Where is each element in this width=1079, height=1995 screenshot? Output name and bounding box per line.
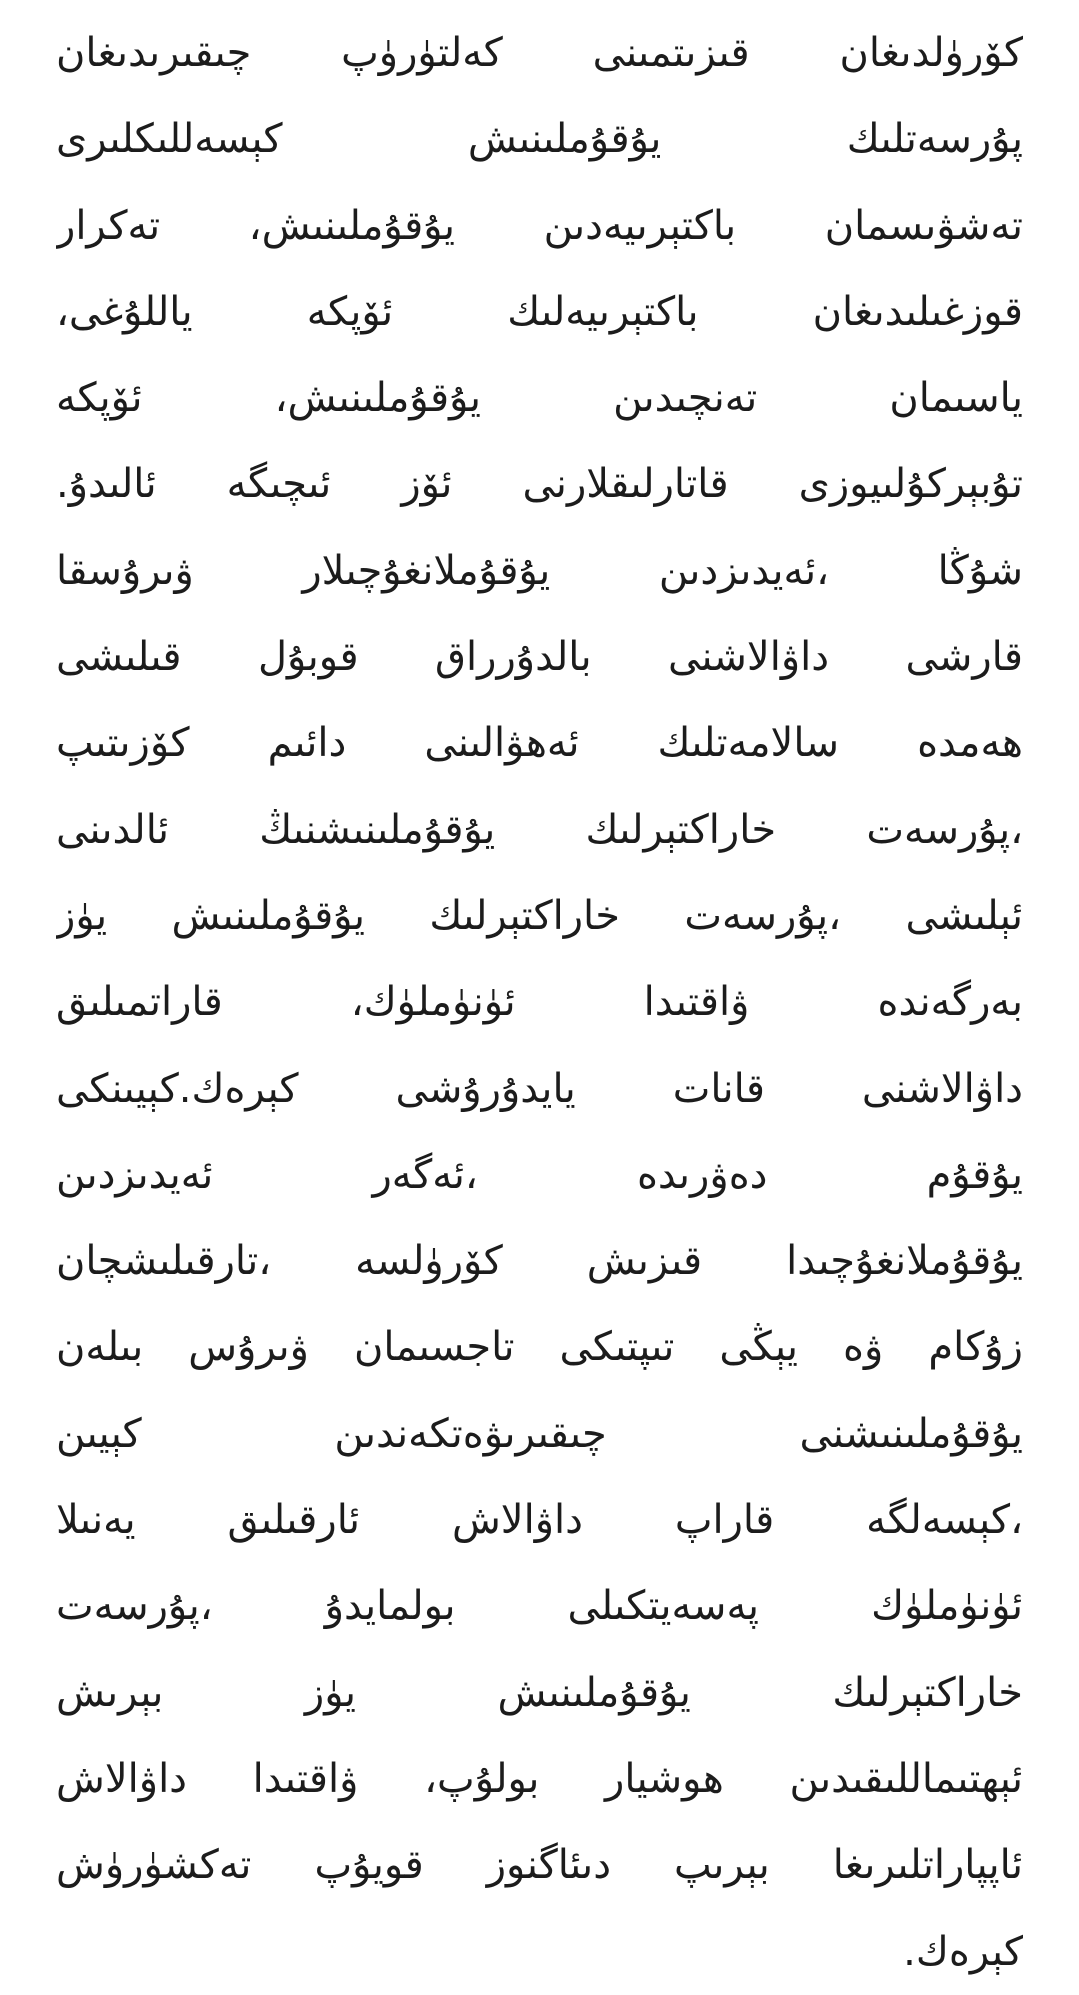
text-line-19: ئۈنۈملۈك پەسەيتكىلى بولمايدۇ ،پۇرسەت [56, 1583, 1023, 1630]
text-line-16: زۇكام ۋە يېڭى تىپتىكى تاجسىمان ۋىرۇس بىلەن [56, 1324, 1023, 1371]
text-line-3: تەشۋىسمان باكتېرىيەدىن يۇقۇملىنىش، تەكرار [56, 202, 1023, 249]
text-line-9: ھەمدە سالامەتلىك ئەھۋالىنى دائىم كۆزىتىپ [56, 720, 1023, 767]
text-line-15: يۇقۇملانغۇچىدا قىزىش كۆرۈلسە ،تارقىلىشچان [56, 1238, 1023, 1285]
text-line-22: ئاپپاراتلىرىغا بېرىپ دىئاگنوز قويۇپ تەكشۈرۈش [56, 1842, 1023, 1889]
text-line-12: بەرگەندە ۋاقتىدا ئۈنۈملۈك، قاراتمىلىق [56, 979, 1023, 1026]
text-line-5: ياسىمان تەنچىدىن يۇقۇملىنىش، ئۆپكە [56, 375, 1023, 422]
text-line-13: داۋالاشنى قانات يايدۇرۇشى كېرەك.كېيىنكى [56, 1065, 1023, 1112]
text-line-17: يۇقۇملىنىشنى چىقىرىۋەتكەندىن كېيىن [56, 1410, 1023, 1457]
text-line-10: ،پۇرسەت خاراكتېرلىك يۇقۇملىنىشنىڭ ئالدىنى [56, 806, 1023, 853]
text-line-11: ئېلىشى ،پۇرسەت خاراكتېرلىك يۇقۇملىنىش يۈز [56, 892, 1023, 939]
text-line-6: تۇبېركۇلىيوزى قاتارلىقلارنى ئۆز ئىچىگە ئالىدۇ. [56, 461, 1023, 508]
text-line-20: خاراكتېرلىك يۇقۇملىنىش يۈز بېرىش [56, 1669, 1023, 1716]
text-line-7: شۇڭا ،ئەيدىزدىن يۇقۇملانغۇچىلار ۋىرۇسقا [56, 547, 1023, 594]
text-line-8: قارشى داۋالاشنى بالدۇرراق قوبۇل قىلىشى [56, 634, 1023, 681]
article-body [56, 10, 1023, 1995]
text-line-2: پۇرسەتلىك يۇقۇملىنىش كېسەللىكلىرى [56, 116, 1023, 163]
text-line-18: ،كېسەلگە قاراپ داۋالاش ئارقىلىق يەنىلا [56, 1497, 1023, 1544]
text-line-14: يۇقۇم دەۋرىدە ،ئەگەر ئەيدىزدىن [56, 1151, 1023, 1198]
text-line-4: قوزغىلىدىغان باكتېرىيەلىك ئۆپكە ياللۇغى، [56, 288, 1023, 335]
text-line-21: ئېھتىماللىقىدىن ھوشيار بولۇپ، ۋاقتىدا داۋالاش [56, 1755, 1023, 1802]
text-line-23: كېرەك. [903, 1928, 1023, 1975]
text-line-1: كۆرۈلدىغان قىزىتمىنى كەلتۈرۈپ چىقىرىدىغان [56, 30, 1023, 76]
